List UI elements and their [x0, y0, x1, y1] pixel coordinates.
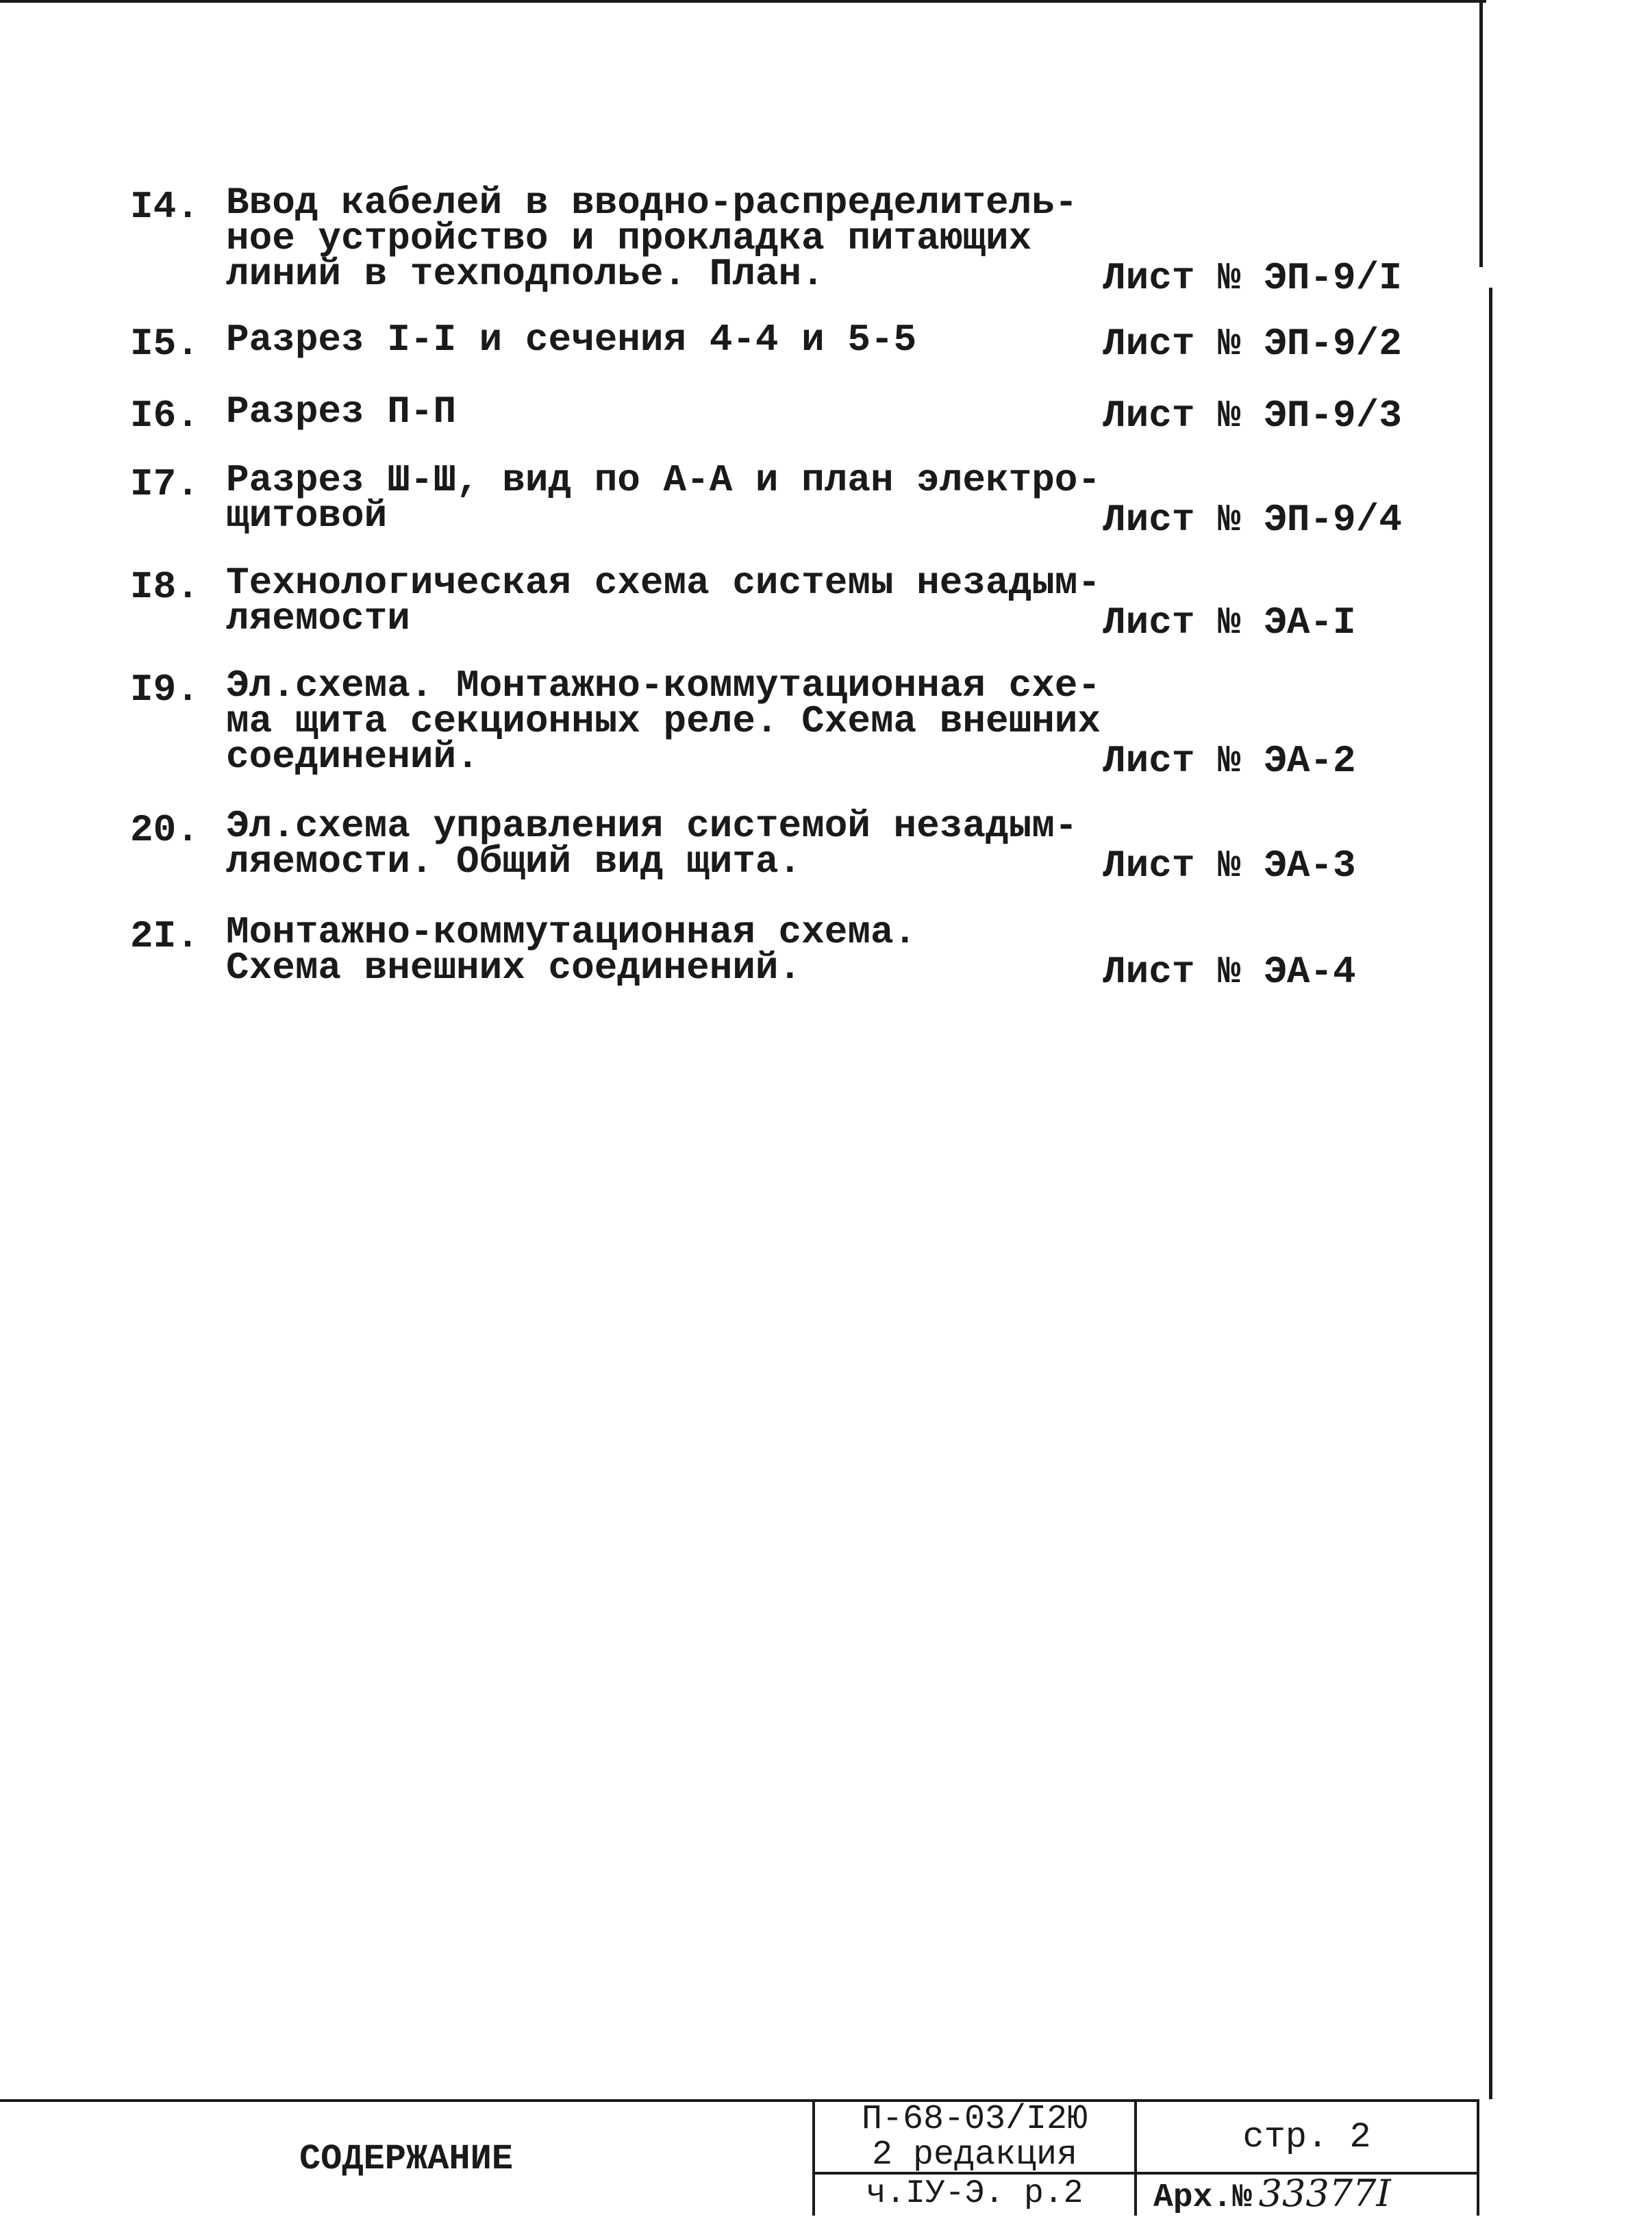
code-cell [815, 2099, 1137, 2175]
entry-title: Разрез I-I и сечения 4-4 и 5-5 [226, 318, 917, 362]
entry-sheet-ref: Лист № ЭА-I [1103, 601, 1356, 644]
frame-right-border-lower [1489, 288, 1492, 2099]
entry-number: I7. [130, 462, 199, 506]
entry-sheet-ref: Лист № ЭП-9/2 [1103, 322, 1402, 366]
content-entry-18 [130, 561, 1404, 647]
frame-top-border [0, 0, 1486, 3]
entry-number: I5. [130, 322, 199, 366]
entry-title: Разрез П-П [226, 390, 457, 434]
entry-sheet-ref: Лист № ЭП-9/I [1103, 256, 1402, 300]
content-entry-17 [130, 458, 1404, 544]
document-code: П-68-03/I2Ю [861, 2100, 1088, 2139]
content-entry-15 [130, 318, 1404, 370]
entry-title: Эл.схема. Монтажно-коммутационная схе- ма щита секционных реле. Схема внешних соединений. [226, 664, 1101, 779]
document-edition: 2 редакция [871, 2135, 1078, 2175]
title-cell [0, 2099, 815, 2216]
page-cell [1137, 2099, 1479, 2175]
content-entry-20 [130, 804, 1404, 890]
content-entry-21 [130, 910, 1404, 997]
part-cell [815, 2175, 1137, 2216]
entry-number: I6. [130, 394, 199, 438]
archive-label: Арх.№ [1153, 2179, 1253, 2216]
entry-title: Монтажно-коммутационная схема. Схема внешних соединений. [226, 910, 917, 990]
entry-number: I4. [130, 185, 199, 229]
entry-number: I9. [130, 668, 199, 712]
page-number: стр. 2 [1242, 2116, 1371, 2157]
entry-number: 2I. [130, 914, 199, 958]
entry-sheet-ref: Лист № ЭА-4 [1103, 950, 1356, 994]
entry-sheet-ref: Лист № ЭА-3 [1103, 844, 1356, 888]
archive-number: 33377I [1258, 2172, 1391, 2215]
content-entry-16 [130, 390, 1404, 442]
document-title: СОДЕРЖАНИЕ [299, 2138, 514, 2179]
entry-number: I8. [130, 565, 199, 609]
entry-title: Эл.схема управления системой незадым- ляемости. Общий вид щита. [226, 804, 1078, 884]
content-entry-14 [130, 181, 1404, 308]
entry-sheet-ref: Лист № ЭП-9/4 [1103, 498, 1402, 542]
entry-title: Технологическая схема системы незадым- ляемости [226, 561, 1101, 640]
entry-sheet-ref: Лист № ЭП-9/3 [1103, 394, 1402, 438]
title-block [0, 2099, 1479, 2216]
entry-title: Ввод кабелей в вводно-распределитель- ное устройство и прокладка питающих линий в техподполье. План. [226, 181, 1078, 296]
entry-title: Разрез Ш-Ш, вид по А-А и план электро- щитовой [226, 458, 1101, 538]
entry-number: 20. [130, 808, 199, 852]
entry-sheet-ref: Лист № ЭА-2 [1103, 739, 1356, 783]
content-entry-19 [130, 664, 1404, 784]
frame-right-border-upper [1479, 0, 1483, 267]
document-part: ч.IУ-Э. р.2 [866, 2175, 1084, 2212]
archive-cell [1137, 2172, 1479, 2216]
